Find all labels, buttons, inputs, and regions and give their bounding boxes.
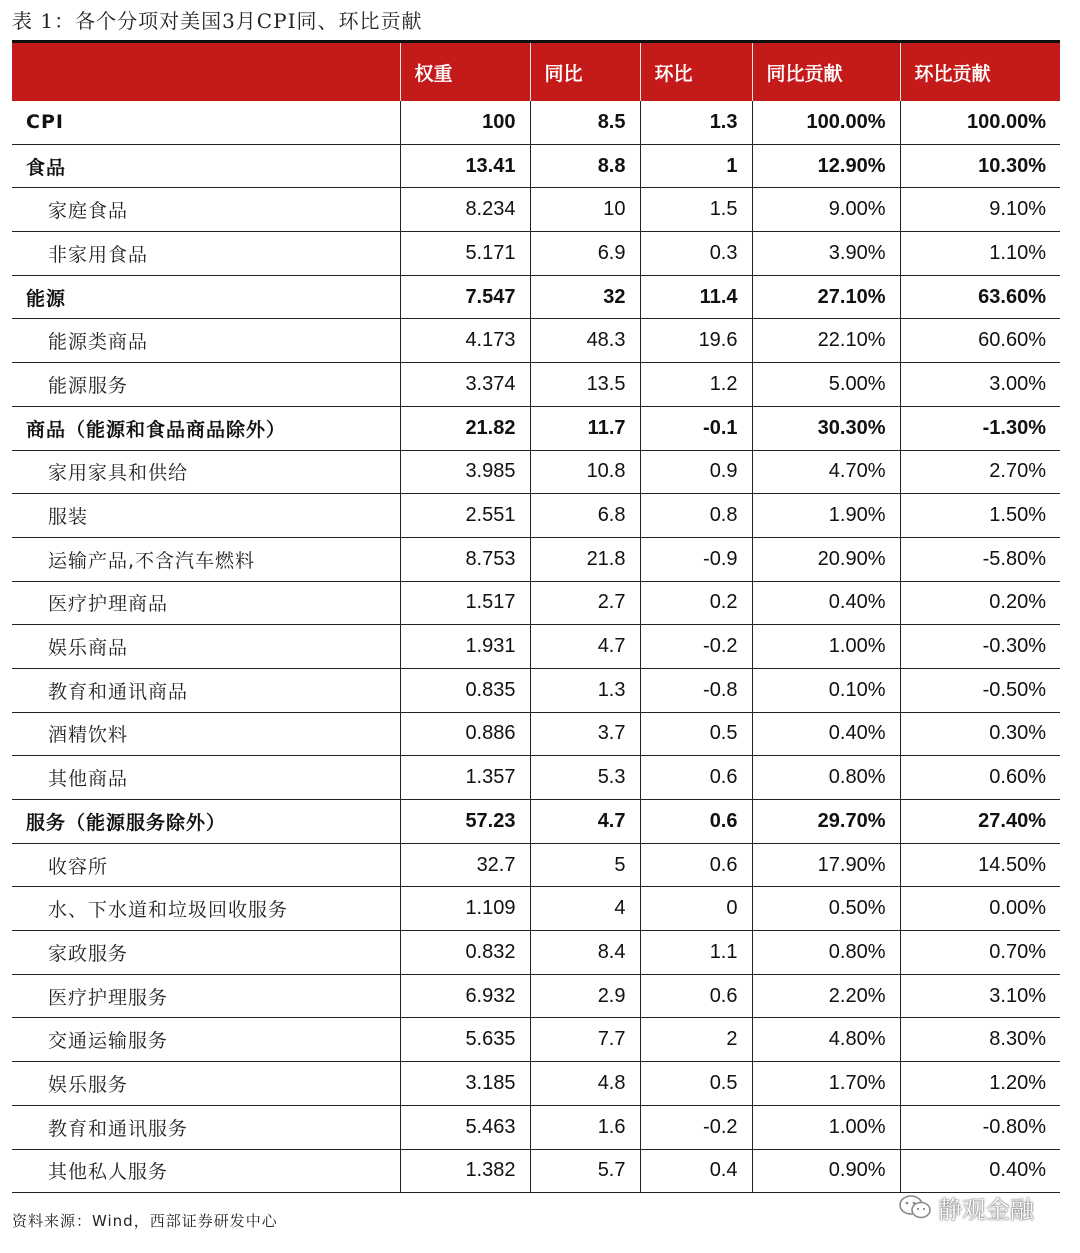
cell-mom-contribution: 14.50% (900, 843, 1060, 887)
cell-item: 娱乐服务 (12, 1062, 400, 1106)
cell-item: 其他私人服务 (12, 1149, 400, 1193)
cell-weight: 5.635 (400, 1018, 530, 1062)
cell-weight: 6.932 (400, 974, 530, 1018)
cell-item: 医疗护理服务 (12, 974, 400, 1018)
watermark (898, 1190, 1034, 1224)
cell-yoy-contribution: 1.70% (752, 1062, 900, 1106)
cell-mom-contribution: 1.10% (900, 232, 1060, 276)
cell-mom: 0.6 (640, 974, 752, 1018)
table-row (12, 450, 1060, 494)
cell-item: 服务（能源服务除外） (12, 800, 400, 844)
cell-mom: 1.5 (640, 188, 752, 232)
cell-weight: 3.985 (400, 450, 530, 494)
cell-yoy: 2.9 (530, 974, 640, 1018)
cell-mom-contribution: 100.00% (900, 101, 1060, 144)
cell-yoy: 10.8 (530, 450, 640, 494)
cell-mom: 1 (640, 144, 752, 188)
cell-weight: 3.185 (400, 1062, 530, 1106)
cell-yoy: 4.7 (530, 800, 640, 844)
cell-weight: 32.7 (400, 843, 530, 887)
table-row (12, 1149, 1060, 1193)
cell-item: 其他商品 (12, 756, 400, 800)
cell-weight: 0.835 (400, 668, 530, 712)
cell-mom-contribution: 60.60% (900, 319, 1060, 363)
cell-item: 娱乐商品 (12, 625, 400, 669)
cell-mom: 2 (640, 1018, 752, 1062)
table-row (12, 494, 1060, 538)
table-row (12, 363, 1060, 407)
cell-mom: -0.2 (640, 1105, 752, 1149)
header-row (12, 43, 1060, 101)
watermark-text: 静观金融 (938, 1195, 1034, 1224)
cell-yoy: 4.7 (530, 625, 640, 669)
table-row (12, 1105, 1060, 1149)
cell-yoy-contribution: 4.80% (752, 1018, 900, 1062)
cell-item: 运输产品,不含汽车燃料 (12, 537, 400, 581)
cell-yoy: 1.6 (530, 1105, 640, 1149)
cell-mom: 0.5 (640, 1062, 752, 1106)
cell-mom-contribution: 0.70% (900, 931, 1060, 975)
table-row (12, 756, 1060, 800)
table-row (12, 843, 1060, 887)
cell-mom: -0.2 (640, 625, 752, 669)
table-row (12, 625, 1060, 669)
cell-yoy: 6.9 (530, 232, 640, 276)
cell-weight: 57.23 (400, 800, 530, 844)
table-row (12, 974, 1060, 1018)
cell-mom-contribution: 0.60% (900, 756, 1060, 800)
cell-yoy-contribution: 20.90% (752, 537, 900, 581)
cell-yoy: 48.3 (530, 319, 640, 363)
cell-yoy-contribution: 0.80% (752, 931, 900, 975)
cell-mom: 1.1 (640, 931, 752, 975)
cell-item: 交通运输服务 (12, 1018, 400, 1062)
cell-item: 非家用食品 (12, 232, 400, 276)
cell-weight: 0.832 (400, 931, 530, 975)
cell-mom: 0.6 (640, 756, 752, 800)
cell-yoy: 32 (530, 275, 640, 319)
cell-mom-contribution: 1.20% (900, 1062, 1060, 1106)
table-row (12, 581, 1060, 625)
cell-mom: 0.4 (640, 1149, 752, 1193)
cell-item: 水、下水道和垃圾回收服务 (12, 887, 400, 931)
cell-mom-contribution: 63.60% (900, 275, 1060, 319)
cell-mom: 19.6 (640, 319, 752, 363)
cell-mom: 11.4 (640, 275, 752, 319)
cell-mom: 0.3 (640, 232, 752, 276)
cell-weight: 4.173 (400, 319, 530, 363)
cell-yoy-contribution: 9.00% (752, 188, 900, 232)
cell-yoy: 8.5 (530, 101, 640, 144)
cell-item: 收容所 (12, 843, 400, 887)
cell-weight: 8.753 (400, 537, 530, 581)
cell-item: CPI (12, 101, 400, 144)
cell-mom: -0.8 (640, 668, 752, 712)
header-mom-contribution: 环比贡献 (900, 43, 1060, 101)
cell-mom-contribution: -0.50% (900, 668, 1060, 712)
table-row (12, 931, 1060, 975)
cell-mom: -0.9 (640, 537, 752, 581)
header-weight: 权重 (400, 43, 530, 101)
cell-item: 酒精饮料 (12, 712, 400, 756)
cell-yoy: 8.8 (530, 144, 640, 188)
cell-item: 教育和通讯服务 (12, 1105, 400, 1149)
cell-weight: 3.374 (400, 363, 530, 407)
cell-mom-contribution: 2.70% (900, 450, 1060, 494)
cell-item: 能源 (12, 275, 400, 319)
cell-yoy-contribution: 22.10% (752, 319, 900, 363)
cell-weight: 1.931 (400, 625, 530, 669)
cell-mom-contribution: 8.30% (900, 1018, 1060, 1062)
cell-yoy-contribution: 29.70% (752, 800, 900, 844)
cell-mom-contribution: 0.00% (900, 887, 1060, 931)
cell-yoy: 10 (530, 188, 640, 232)
header-item (12, 43, 400, 101)
cell-yoy: 7.7 (530, 1018, 640, 1062)
cell-mom-contribution: 9.10% (900, 188, 1060, 232)
cell-yoy-contribution: 0.50% (752, 887, 900, 931)
table-row (12, 101, 1060, 144)
cell-yoy-contribution: 0.40% (752, 712, 900, 756)
cell-mom: 0.8 (640, 494, 752, 538)
cell-mom-contribution: 0.30% (900, 712, 1060, 756)
cell-mom: 1.2 (640, 363, 752, 407)
cell-yoy-contribution: 2.20% (752, 974, 900, 1018)
cell-weight: 1.109 (400, 887, 530, 931)
cell-item: 服装 (12, 494, 400, 538)
cell-item: 教育和通讯商品 (12, 668, 400, 712)
cell-weight: 2.551 (400, 494, 530, 538)
cell-mom: 0.2 (640, 581, 752, 625)
table-row (12, 668, 1060, 712)
cell-mom-contribution: 10.30% (900, 144, 1060, 188)
cell-weight: 1.357 (400, 756, 530, 800)
cell-yoy-contribution: 0.90% (752, 1149, 900, 1193)
header-yoy: 同比 (530, 43, 640, 101)
cell-mom-contribution: 3.10% (900, 974, 1060, 1018)
cell-weight: 8.234 (400, 188, 530, 232)
cell-yoy-contribution: 0.10% (752, 668, 900, 712)
cell-yoy: 5.7 (530, 1149, 640, 1193)
cell-yoy-contribution: 0.80% (752, 756, 900, 800)
cell-mom-contribution: 3.00% (900, 363, 1060, 407)
cell-weight: 13.41 (400, 144, 530, 188)
table-row (12, 319, 1060, 363)
table-row (12, 1018, 1060, 1062)
cell-yoy: 5.3 (530, 756, 640, 800)
cell-yoy: 3.7 (530, 712, 640, 756)
cell-yoy: 11.7 (530, 406, 640, 450)
cell-mom: 0.6 (640, 800, 752, 844)
cell-item: 家用家具和供给 (12, 450, 400, 494)
cell-weight: 0.886 (400, 712, 530, 756)
cell-mom: -0.1 (640, 406, 752, 450)
table-row (12, 188, 1060, 232)
table-row (12, 144, 1060, 188)
table-row (12, 712, 1060, 756)
cell-yoy-contribution: 5.00% (752, 363, 900, 407)
cell-weight: 1.382 (400, 1149, 530, 1193)
cell-yoy-contribution: 30.30% (752, 406, 900, 450)
cell-mom: 0.9 (640, 450, 752, 494)
cell-yoy: 5 (530, 843, 640, 887)
cell-yoy-contribution: 1.90% (752, 494, 900, 538)
cell-item: 食品 (12, 144, 400, 188)
table-row (12, 275, 1060, 319)
cell-yoy: 2.7 (530, 581, 640, 625)
cell-yoy-contribution: 100.00% (752, 101, 900, 144)
cell-mom-contribution: 0.40% (900, 1149, 1060, 1193)
cell-mom-contribution: -1.30% (900, 406, 1060, 450)
cell-mom: 0.5 (640, 712, 752, 756)
cell-mom-contribution: -0.80% (900, 1105, 1060, 1149)
cell-item: 家庭食品 (12, 188, 400, 232)
table-body (12, 101, 1060, 1193)
cell-mom-contribution: -5.80% (900, 537, 1060, 581)
cell-mom: 0 (640, 887, 752, 931)
cell-item: 商品（能源和食品商品除外） (12, 406, 400, 450)
cell-yoy: 1.3 (530, 668, 640, 712)
cell-yoy-contribution: 0.40% (752, 581, 900, 625)
cell-yoy: 4 (530, 887, 640, 931)
cell-weight: 1.517 (400, 581, 530, 625)
table-header (12, 43, 1060, 101)
cell-mom-contribution: 1.50% (900, 494, 1060, 538)
cell-yoy: 8.4 (530, 931, 640, 975)
table-row (12, 406, 1060, 450)
cell-item: 能源服务 (12, 363, 400, 407)
cell-yoy-contribution: 27.10% (752, 275, 900, 319)
cell-yoy-contribution: 17.90% (752, 843, 900, 887)
cell-weight: 21.82 (400, 406, 530, 450)
cell-item: 能源类商品 (12, 319, 400, 363)
source-note: 资料来源：Wind，西部证券研发中心 (12, 1212, 278, 1230)
cell-mom-contribution: 27.40% (900, 800, 1060, 844)
cell-yoy-contribution: 1.00% (752, 625, 900, 669)
cell-yoy-contribution: 4.70% (752, 450, 900, 494)
cell-yoy: 4.8 (530, 1062, 640, 1106)
cell-mom: 1.3 (640, 101, 752, 144)
cell-weight: 7.547 (400, 275, 530, 319)
cell-item: 医疗护理商品 (12, 581, 400, 625)
wechat-icon (898, 1193, 932, 1221)
cell-yoy: 13.5 (530, 363, 640, 407)
table-row (12, 887, 1060, 931)
table-row (12, 537, 1060, 581)
cpi-contribution-table (12, 43, 1060, 1193)
cell-mom: 0.6 (640, 843, 752, 887)
cell-yoy: 21.8 (530, 537, 640, 581)
cell-yoy-contribution: 1.00% (752, 1105, 900, 1149)
cell-weight: 100 (400, 101, 530, 144)
cell-yoy: 6.8 (530, 494, 640, 538)
cell-yoy-contribution: 12.90% (752, 144, 900, 188)
header-yoy-contribution: 同比贡献 (752, 43, 900, 101)
cell-weight: 5.171 (400, 232, 530, 276)
table-row (12, 232, 1060, 276)
cell-yoy-contribution: 3.90% (752, 232, 900, 276)
cell-item: 家政服务 (12, 931, 400, 975)
cell-mom-contribution: 0.20% (900, 581, 1060, 625)
table-row (12, 1062, 1060, 1106)
cell-weight: 5.463 (400, 1105, 530, 1149)
table-title: 表 1：各个分项对美国3月CPI同、环比贡献 (12, 9, 423, 33)
cell-mom-contribution: -0.30% (900, 625, 1060, 669)
header-mom: 环比 (640, 43, 752, 101)
table-row (12, 800, 1060, 844)
